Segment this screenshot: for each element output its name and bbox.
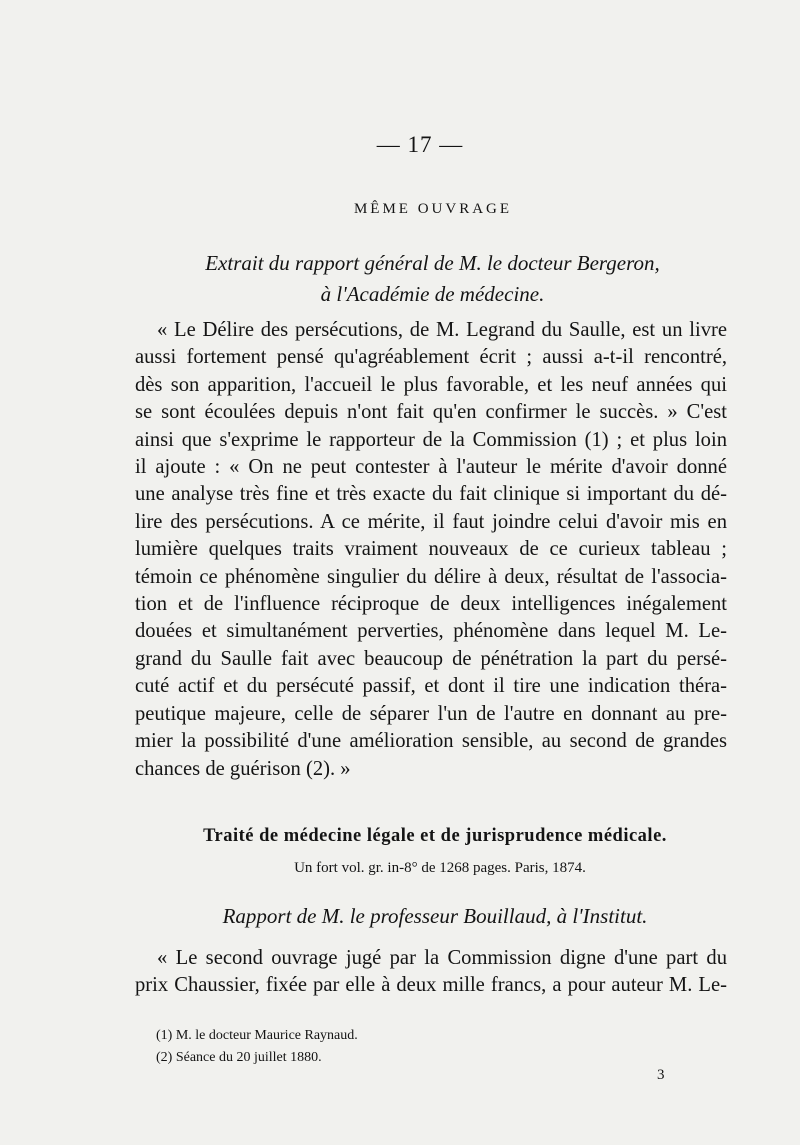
footnote-2: (2) Séance du 20 juillet 1880. xyxy=(156,1050,322,1065)
extract-heading xyxy=(135,248,730,310)
text-line: aussi fortement pensé qu'agréablement écrit ; aussi a-t-il rencontré, xyxy=(135,346,727,369)
footnotes xyxy=(156,1025,358,1069)
extract-heading-line-1: Extrait du rapport général de M. le docteur Bergeron, xyxy=(205,251,660,275)
text-line: douées et simultanément perverties, phénomène dans lequel M. Le- xyxy=(135,620,727,643)
rapport-heading: Rapport de M. le professeur Bouillaud, à l'Institut. xyxy=(222,904,648,928)
text-line: ainsi que s'exprime le rapporteur de la Commission (1) ; et plus loin xyxy=(135,428,727,451)
extract-heading-line-2: à l'Académie de médecine. xyxy=(320,282,545,306)
paragraph-2 xyxy=(135,945,727,1000)
text-line: cuté actif et du persécuté passif, et dont il tire une indication théra- xyxy=(135,675,727,698)
text-line: témoin ce phénomène singulier du délire à deux, résultat de l'associa- xyxy=(135,565,727,588)
book-title: Traité de médecine légale et de jurisprudence médicale. xyxy=(203,826,667,846)
text-line: dès son apparition, l'accueil le plus favorable, et les neuf années qui xyxy=(135,373,727,396)
text-line: une analyse très fine et très exacte du fait clinique si important du dé- xyxy=(135,483,727,506)
text-line: se sont écoulées depuis n'ont fait qu'en confirmer le succès. » C'est xyxy=(135,401,727,424)
text-line: grand du Saulle fait avec beaucoup de pénétration la part du persé- xyxy=(135,647,727,670)
text-line: tion et de l'influence réciproque de deux intelligences inégalement xyxy=(135,593,727,616)
section-heading: MÊME OUVRAGE xyxy=(353,201,513,217)
page-number: — 17 — xyxy=(376,132,464,157)
text-line: lumière quelques traits vraiment nouveaux de ce curieux tableau ; xyxy=(135,538,727,561)
signature-mark: 3 xyxy=(657,1067,665,1083)
book-subtitle: Un fort vol. gr. in-8° de 1268 pages. Paris, 1874. xyxy=(294,860,586,876)
text-line: lire des persécutions. A ce mérite, il faut joindre celui d'avoir mis en xyxy=(135,510,727,533)
text-line: mier la possibilité d'une amélioration sensible, au second de grandes xyxy=(135,730,727,753)
text-line: prix Chaussier, fixée par elle à deux mille francs, a pour auteur M. Le- xyxy=(135,974,727,997)
text-line: il ajoute : « On ne peut contester à l'auteur le mérite d'avoir donné xyxy=(135,456,727,479)
paragraph-1 xyxy=(135,317,727,783)
text-line: « Le Délire des persécutions, de M. Legrand du Saulle, est un livre xyxy=(157,319,727,341)
text-line: chances de guérison (2). » xyxy=(135,757,351,780)
text-line: peutique majeure, celle de séparer l'un de l'autre en donnant au pre- xyxy=(135,702,727,725)
footnote-1: (1) M. le docteur Maurice Raynaud. xyxy=(156,1028,358,1043)
text-line: « Le second ouvrage jugé par la Commission digne d'une part du xyxy=(157,947,727,969)
